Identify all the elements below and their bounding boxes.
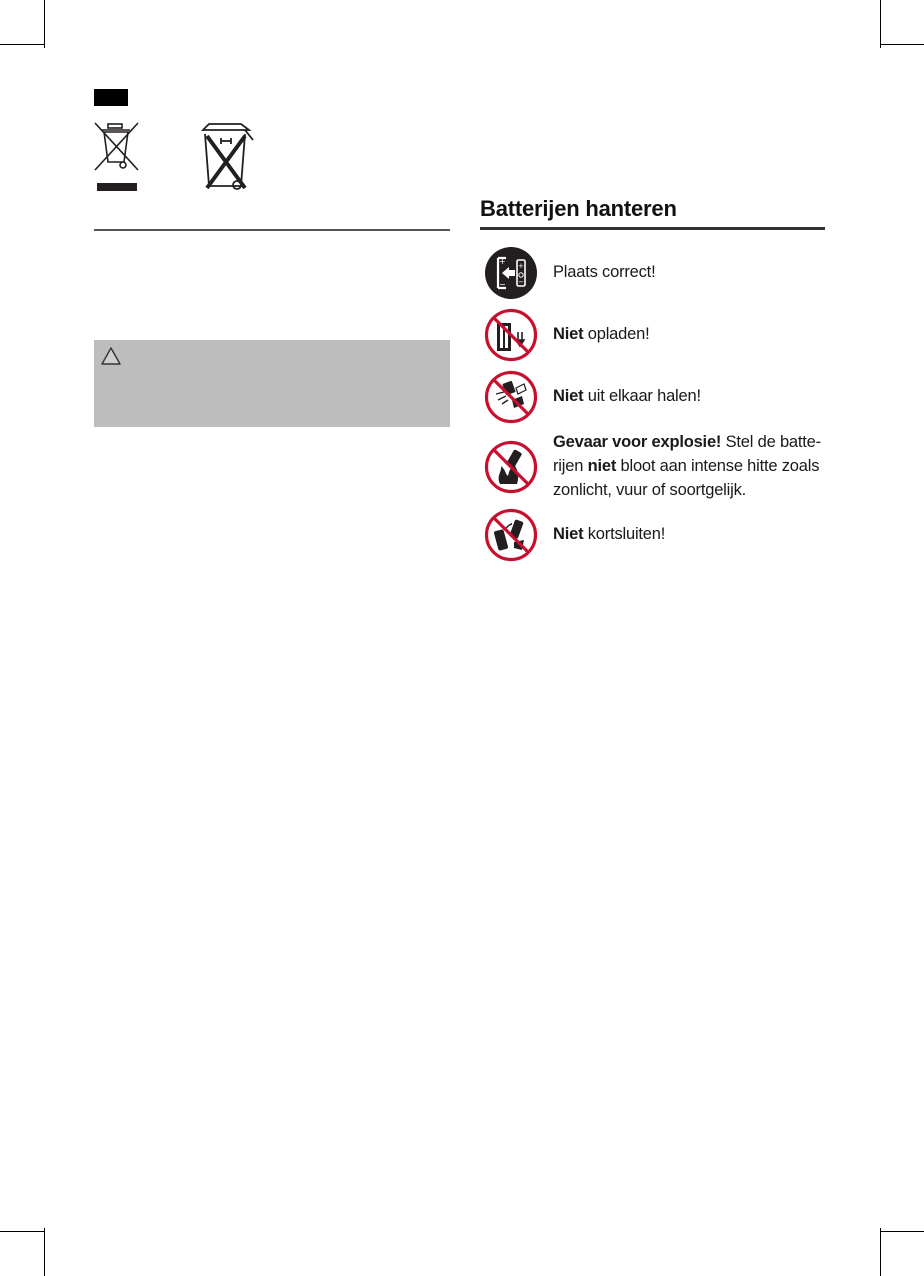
- rule-text-regular: kortsluiten!: [583, 525, 666, 543]
- rule-text: [553, 430, 833, 502]
- language-tag: [94, 89, 128, 106]
- weee-crossed-bin-icon: [92, 120, 144, 192]
- crop-mark: [44, 1228, 45, 1276]
- no-charging-icon: [484, 308, 538, 362]
- crop-mark: [0, 1231, 44, 1232]
- svg-text:−: −: [499, 280, 506, 289]
- warning-triangle-icon: [100, 346, 122, 366]
- crop-mark: [880, 1228, 881, 1276]
- no-disassemble-icon: [484, 370, 538, 424]
- rule-text-bold: niet: [587, 457, 617, 475]
- rule-text-regular: Stel de batte-rijen: [553, 433, 821, 475]
- crop-mark: [880, 0, 881, 48]
- battery-polarity-icon: [484, 246, 538, 300]
- rule-text-regular: uit elkaar halen!: [583, 387, 701, 405]
- no-fire-icon: [484, 440, 538, 494]
- rule-text-bold: Niet: [553, 325, 584, 343]
- rule-text-regular: Plaats correct!: [553, 263, 656, 281]
- crop-mark: [880, 1231, 924, 1232]
- svg-text:+: +: [499, 257, 506, 266]
- svg-text:−: −: [518, 278, 524, 286]
- rule-text: [553, 522, 833, 546]
- rule-text: [553, 384, 833, 408]
- rule-text-bold: Gevaar voor explosie!: [553, 433, 722, 451]
- rule-text: [553, 322, 833, 346]
- rule-text-bold: Niet: [553, 525, 584, 543]
- section-divider: [480, 227, 825, 230]
- rule-text-bold: Niet: [553, 387, 584, 405]
- crop-mark: [880, 44, 924, 45]
- divider: [94, 229, 450, 231]
- crop-mark: [44, 0, 45, 48]
- battery-crossed-bin-icon: [193, 122, 259, 194]
- rule-text-regular: opladen!: [583, 325, 650, 343]
- rule-text: [553, 260, 833, 284]
- rule-text-regular: bloot aan intense hitte zoals zonlicht, vuur of soortgelijk.: [553, 457, 820, 499]
- crop-mark: [0, 44, 44, 45]
- no-short-circuit-icon: [484, 508, 538, 562]
- svg-text:+: +: [518, 262, 524, 270]
- section-title: Batterijen hanteren: [480, 196, 677, 221]
- warning-box: [94, 340, 450, 427]
